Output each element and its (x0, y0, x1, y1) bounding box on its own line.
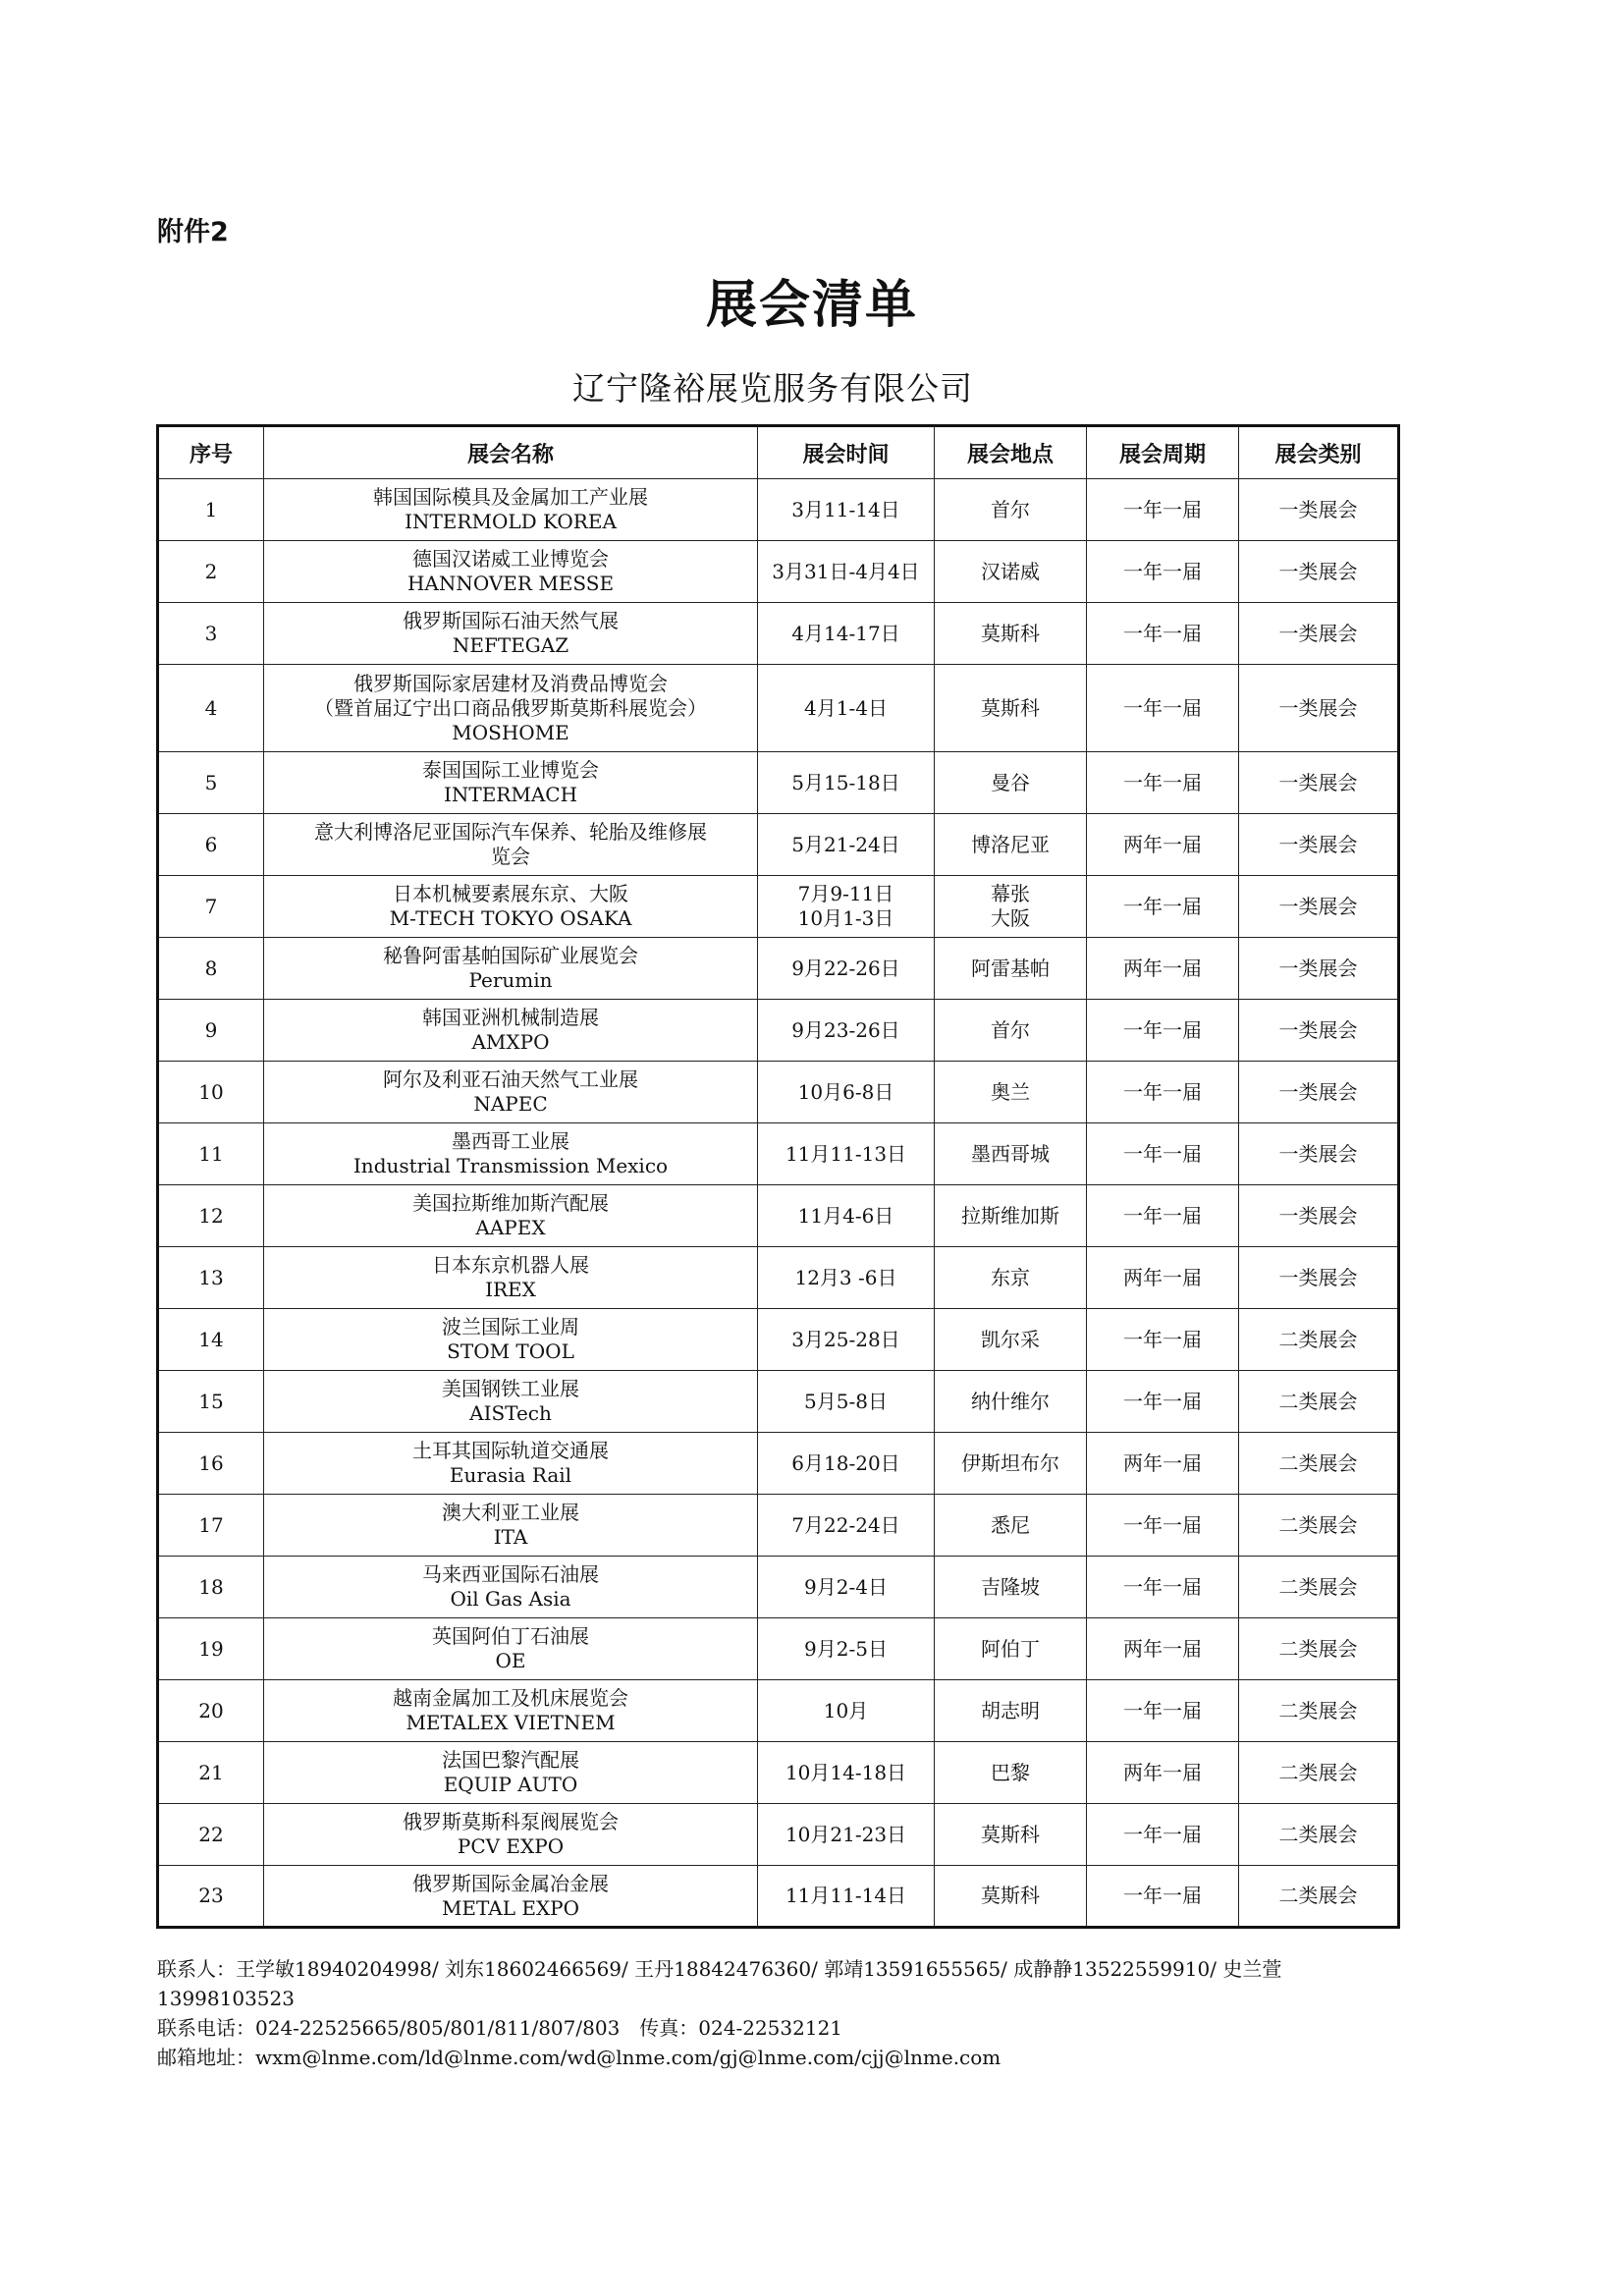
exhibition-place (935, 1185, 1087, 1247)
exhibition-time (758, 814, 935, 876)
exhibition-name (264, 1247, 758, 1309)
exhibition-category: 二类展会 (1239, 1866, 1399, 1928)
exhibition-cycle: 一年一届 (1087, 541, 1239, 603)
exhibition-name (264, 1742, 758, 1804)
exhibition-place (935, 1742, 1087, 1804)
row-number: 17 (158, 1495, 264, 1557)
contacts-line: 联系人：王学敏18940204998/ 刘东18602466569/ 王丹18842476360/ 郭靖13591655565/ 成静静13522559910/ 史兰萱 (157, 1957, 1282, 1981)
exhibition-name-line: INTERMOLD KOREA (405, 510, 617, 533)
exhibition-place-line: 大阪 (991, 906, 1030, 930)
table-row (158, 1804, 1399, 1866)
row-number: 10 (158, 1062, 264, 1123)
exhibition-time (758, 1000, 935, 1062)
exhibition-name-line: 意大利博洛尼亚国际汽车保养、轮胎及维修展 (314, 820, 707, 844)
exhibition-name-line: 越南金属加工及机床展览会 (393, 1686, 628, 1710)
exhibition-time (758, 1804, 935, 1866)
page-title: 展会清单 (705, 275, 918, 335)
exhibition-name (264, 938, 758, 1000)
exhibition-name (264, 752, 758, 814)
row-number: 11 (158, 1123, 264, 1185)
exhibition-name-line: 俄罗斯国际家居建材及消费品博览会 (353, 671, 668, 695)
row-number: 9 (158, 1000, 264, 1062)
exhibition-cycle: 一年一届 (1087, 1062, 1239, 1123)
exhibition-time-line: 10月 (823, 1698, 869, 1722)
exhibition-time (758, 603, 935, 665)
exhibition-name (264, 814, 758, 876)
exhibition-time-line: 3月31日-4月4日 (772, 559, 920, 583)
exhibition-place (935, 1000, 1087, 1062)
exhibition-name (264, 541, 758, 603)
exhibition-time-line: 10月1-3日 (797, 906, 894, 930)
exhibition-cycle: 一年一届 (1087, 1309, 1239, 1371)
table-row (158, 1680, 1399, 1742)
table-row (158, 1185, 1399, 1247)
exhibition-time-line: 5月15-18日 (791, 770, 900, 794)
exhibition-time (758, 1062, 935, 1123)
exhibition-name (264, 1557, 758, 1618)
exhibition-name-line: STOM TOOL (447, 1339, 574, 1363)
table-row (158, 752, 1399, 814)
exhibition-cycle: 两年一届 (1087, 814, 1239, 876)
table-row (158, 876, 1399, 938)
exhibition-cycle: 一年一届 (1087, 1557, 1239, 1618)
exhibition-place (935, 876, 1087, 938)
exhibition-place (935, 1433, 1087, 1495)
exhibition-cycle: 一年一届 (1087, 479, 1239, 541)
exhibition-cycle: 一年一届 (1087, 876, 1239, 938)
exhibition-place-line: 伊斯坦布尔 (961, 1450, 1059, 1475)
row-number: 2 (158, 541, 264, 603)
exhibition-name (264, 603, 758, 665)
table-row (158, 1309, 1399, 1371)
table-row (158, 1123, 1399, 1185)
exhibition-name (264, 479, 758, 541)
exhibition-name-line: NAPEC (473, 1092, 548, 1116)
exhibition-category: 一类展会 (1239, 752, 1399, 814)
exhibition-name-line: 美国钢铁工业展 (442, 1377, 579, 1400)
exhibition-time (758, 479, 935, 541)
exhibition-name-line: 韩国国际模具及金属加工产业展 (373, 485, 648, 509)
exhibition-place (935, 814, 1087, 876)
exhibition-time (758, 1495, 935, 1557)
exhibition-name-line: （暨首届辽宁出口商品俄罗斯莫斯科展览会） (314, 695, 707, 720)
exhibition-place-line: 悉尼 (991, 1512, 1030, 1537)
exhibition-name-line: 土耳其国际轨道交通展 (412, 1439, 609, 1462)
exhibition-place-line: 首尔 (991, 497, 1030, 521)
exhibition-time (758, 1557, 935, 1618)
exhibition-time-line: 7月22-24日 (791, 1512, 900, 1537)
exhibition-name-line: 墨西哥工业展 (452, 1129, 569, 1153)
exhibition-cycle: 两年一届 (1087, 1618, 1239, 1680)
exhibition-place (935, 665, 1087, 752)
row-number: 1 (158, 479, 264, 541)
table-row (158, 665, 1399, 752)
exhibition-name (264, 1804, 758, 1866)
exhibition-time (758, 1123, 935, 1185)
exhibition-time-line: 4月14-17日 (791, 621, 900, 645)
exhibition-place (935, 938, 1087, 1000)
exhibition-place (935, 603, 1087, 665)
exhibition-name-line: 秘鲁阿雷基帕国际矿业展览会 (383, 944, 638, 967)
exhibition-category: 二类展会 (1239, 1309, 1399, 1371)
row-number: 6 (158, 814, 264, 876)
exhibition-time (758, 1742, 935, 1804)
row-number: 14 (158, 1309, 264, 1371)
exhibition-name-line: 英国阿伯丁石油展 (432, 1624, 589, 1648)
exhibition-place-line: 莫斯科 (981, 1884, 1040, 1907)
exhibition-category: 一类展会 (1239, 1185, 1399, 1247)
exhibition-time-line: 4月1-4日 (804, 695, 888, 720)
table-row (158, 1000, 1399, 1062)
exhibition-name-line: M-TECH TOKYO OSAKA (389, 906, 632, 930)
exhibition-time (758, 1680, 935, 1742)
row-number: 13 (158, 1247, 264, 1309)
exhibition-name (264, 1185, 758, 1247)
row-number: 16 (158, 1433, 264, 1495)
exhibition-category: 二类展会 (1239, 1742, 1399, 1804)
exhibition-place (935, 1804, 1087, 1866)
exhibition-time-line: 7月9-11日 (797, 882, 894, 905)
exhibition-name-line: 波兰国际工业周 (442, 1315, 579, 1339)
exhibition-place-line: 巴黎 (991, 1760, 1030, 1784)
row-number: 7 (158, 876, 264, 938)
exhibition-place (935, 1680, 1087, 1742)
exhibition-name-line: 澳大利亚工业展 (442, 1501, 579, 1524)
exhibition-name (264, 1680, 758, 1742)
exhibition-name-line: OE (495, 1649, 526, 1672)
table-row (158, 1618, 1399, 1680)
exhibition-time-line: 9月22-26日 (791, 956, 900, 980)
phone-fax-line: 联系电话：024-22525665/805/801/811/807/803 传真：024-22532121 (157, 2016, 843, 2040)
exhibition-place-line: 莫斯科 (981, 695, 1040, 720)
exhibition-time (758, 1866, 935, 1928)
exhibition-place-line: 吉隆坡 (981, 1574, 1040, 1599)
exhibition-place (935, 541, 1087, 603)
header-cycle: 展会周期 (1087, 426, 1239, 479)
exhibition-time-line: 9月2-5日 (804, 1636, 888, 1661)
exhibition-cycle: 一年一届 (1087, 1185, 1239, 1247)
exhibition-time-line: 11月11-13日 (785, 1141, 907, 1166)
exhibition-place-line: 博洛尼亚 (971, 832, 1050, 856)
exhibition-name-line: EQUIP AUTO (443, 1773, 578, 1796)
exhibition-category: 一类展会 (1239, 1123, 1399, 1185)
exhibition-name (264, 1062, 758, 1123)
row-number: 5 (158, 752, 264, 814)
exhibition-name-line: MOSHOME (452, 720, 569, 744)
exhibition-cycle: 两年一届 (1087, 1247, 1239, 1309)
exhibition-name-line: Oil Gas Asia (450, 1587, 571, 1611)
exhibition-cycle: 一年一届 (1087, 1680, 1239, 1742)
email-line: 邮箱地址：wxm@lnme.com/ld@lnme.com/wd@lnme.com/gj@lnme.com/cjj@lnme.com (157, 2046, 1001, 2069)
exhibition-place (935, 1309, 1087, 1371)
table-row (158, 1495, 1399, 1557)
exhibition-name-line: ITA (493, 1525, 528, 1549)
table-row (158, 479, 1399, 541)
exhibition-category: 二类展会 (1239, 1804, 1399, 1866)
exhibition-place (935, 1618, 1087, 1680)
exhibition-cycle: 一年一届 (1087, 1371, 1239, 1433)
exhibition-place-line: 幕张 (991, 882, 1030, 905)
exhibition-time-line: 9月2-4日 (804, 1574, 888, 1599)
exhibition-place (935, 752, 1087, 814)
exhibition-name-line: 俄罗斯莫斯科泵阀展览会 (403, 1810, 619, 1833)
row-number: 19 (158, 1618, 264, 1680)
row-number: 8 (158, 938, 264, 1000)
exhibition-time-line: 11月11-14日 (785, 1884, 907, 1907)
exhibition-name-line: 日本东京机器人展 (432, 1253, 589, 1277)
exhibition-category: 二类展会 (1239, 1433, 1399, 1495)
exhibition-time (758, 1309, 935, 1371)
exhibition-category: 一类展会 (1239, 876, 1399, 938)
exhibition-time-line: 6月18-20日 (791, 1450, 900, 1475)
exhibition-time (758, 752, 935, 814)
exhibition-place-line: 胡志明 (981, 1698, 1040, 1722)
contacts-line-continued: 13998103523 (157, 1987, 295, 2010)
exhibition-category: 一类展会 (1239, 814, 1399, 876)
exhibition-name-line: AMXPO (471, 1030, 550, 1054)
exhibition-name (264, 665, 758, 752)
exhibition-name-line: 俄罗斯国际石油天然气展 (403, 609, 619, 632)
exhibition-place (935, 1247, 1087, 1309)
exhibition-cycle: 两年一届 (1087, 1742, 1239, 1804)
exhibition-place-line: 纳什维尔 (971, 1389, 1050, 1413)
exhibition-cycle: 一年一届 (1087, 1804, 1239, 1866)
table-row (158, 814, 1399, 876)
exhibition-place-line: 凯尔采 (981, 1327, 1040, 1351)
exhibition-name-line: Eurasia Rail (449, 1463, 572, 1487)
exhibition-name (264, 1495, 758, 1557)
exhibition-time-line: 10月6-8日 (797, 1079, 894, 1104)
table-row (158, 1371, 1399, 1433)
exhibition-category: 一类展会 (1239, 479, 1399, 541)
row-number: 22 (158, 1804, 264, 1866)
exhibition-place-line: 墨西哥城 (971, 1141, 1050, 1166)
exhibition-name-line: 俄罗斯国际金属冶金展 (412, 1871, 609, 1895)
exhibition-name-line: METAL EXPO (441, 1895, 580, 1920)
exhibition-cycle: 一年一届 (1087, 603, 1239, 665)
exhibition-time (758, 876, 935, 938)
exhibition-time-line: 5月21-24日 (791, 832, 900, 856)
table-row (158, 1062, 1399, 1123)
table-header-row (158, 426, 1399, 479)
exhibition-time-line: 11月4-6日 (797, 1203, 894, 1228)
exhibition-name-line: 览会 (491, 845, 530, 868)
exhibition-cycle: 一年一届 (1087, 1866, 1239, 1928)
exhibition-name-line: 美国拉斯维加斯汽配展 (412, 1191, 609, 1215)
exhibition-time-line: 5月5-8日 (804, 1389, 888, 1413)
exhibition-category: 一类展会 (1239, 1000, 1399, 1062)
exhibition-name-line: 日本机械要素展东京、大阪 (393, 882, 628, 905)
exhibition-time-line: 10月21-23日 (785, 1822, 907, 1846)
exhibition-name-line: AISTech (469, 1401, 552, 1425)
exhibition-name (264, 1123, 758, 1185)
exhibition-name-line: Perumin (468, 968, 553, 992)
attachment-label: 附件2 (157, 217, 229, 247)
exhibition-name (264, 1000, 758, 1062)
exhibition-place (935, 1495, 1087, 1557)
table-row (158, 1866, 1399, 1928)
exhibition-category: 一类展会 (1239, 603, 1399, 665)
row-number: 23 (158, 1866, 264, 1928)
exhibition-table (156, 424, 1400, 1929)
exhibition-name-line: 德国汉诺威工业博览会 (412, 547, 609, 571)
table-body (158, 479, 1399, 1928)
exhibition-time-line: 9月23-26日 (791, 1017, 900, 1042)
table-row (158, 1247, 1399, 1309)
exhibition-time (758, 938, 935, 1000)
header-name: 展会名称 (264, 426, 758, 479)
exhibition-cycle: 一年一届 (1087, 665, 1239, 752)
exhibition-place-line: 东京 (991, 1265, 1030, 1289)
exhibition-time-line: 3月11-14日 (791, 497, 900, 521)
exhibition-time (758, 1371, 935, 1433)
exhibition-category: 二类展会 (1239, 1557, 1399, 1618)
exhibition-name-line: AAPEX (475, 1216, 546, 1239)
row-number: 15 (158, 1371, 264, 1433)
exhibition-category: 一类展会 (1239, 665, 1399, 752)
table-row (158, 541, 1399, 603)
company-name: 辽宁隆裕展览服务有限公司 (572, 369, 973, 408)
exhibition-category: 一类展会 (1239, 938, 1399, 1000)
exhibition-name-line: METALEX VIETNEM (406, 1711, 616, 1734)
exhibition-name (264, 1309, 758, 1371)
exhibition-cycle: 一年一届 (1087, 1495, 1239, 1557)
exhibition-place (935, 479, 1087, 541)
row-number: 12 (158, 1185, 264, 1247)
exhibition-category: 一类展会 (1239, 541, 1399, 603)
exhibition-name-line: 法国巴黎汽配展 (442, 1748, 579, 1772)
exhibition-time-line: 10月14-18日 (785, 1760, 907, 1784)
row-number: 20 (158, 1680, 264, 1742)
header-no: 序号 (158, 426, 264, 479)
table-row (158, 1742, 1399, 1804)
exhibition-time-line: 3月25-28日 (791, 1327, 900, 1351)
exhibition-time (758, 1247, 935, 1309)
table-row (158, 1557, 1399, 1618)
exhibition-time (758, 1433, 935, 1495)
exhibition-name-line: 阿尔及利亚石油天然气工业展 (383, 1067, 638, 1091)
exhibition-name-line: Industrial Transmission Mexico (352, 1154, 669, 1177)
row-number: 3 (158, 603, 264, 665)
exhibition-place (935, 1866, 1087, 1928)
header-place: 展会地点 (935, 426, 1087, 479)
row-number: 4 (158, 665, 264, 752)
exhibition-name (264, 1433, 758, 1495)
exhibition-name-line: IREX (485, 1278, 536, 1301)
table-row (158, 938, 1399, 1000)
exhibition-name-line: HANNOVER MESSE (406, 572, 615, 595)
exhibition-name (264, 1371, 758, 1433)
row-number: 21 (158, 1742, 264, 1804)
header-time: 展会时间 (758, 426, 935, 479)
table-row (158, 603, 1399, 665)
exhibition-place (935, 1062, 1087, 1123)
exhibition-cycle: 一年一届 (1087, 1123, 1239, 1185)
exhibition-cycle: 一年一届 (1087, 1000, 1239, 1062)
exhibition-name (264, 1618, 758, 1680)
exhibition-place-line: 拉斯维加斯 (961, 1203, 1059, 1228)
exhibition-place (935, 1557, 1087, 1618)
exhibition-name-line: 泰国国际工业博览会 (422, 758, 599, 782)
exhibition-category: 二类展会 (1239, 1680, 1399, 1742)
exhibition-cycle: 一年一届 (1087, 752, 1239, 814)
exhibition-cycle: 两年一届 (1087, 1433, 1239, 1495)
exhibition-category: 二类展会 (1239, 1371, 1399, 1433)
exhibition-category: 一类展会 (1239, 1062, 1399, 1123)
exhibition-place-line: 阿伯丁 (981, 1636, 1040, 1661)
exhibition-name-line: NEFTEGAZ (452, 633, 569, 657)
exhibition-time-line: 12月3 -6日 (794, 1265, 897, 1289)
exhibition-category: 一类展会 (1239, 1247, 1399, 1309)
exhibition-place (935, 1123, 1087, 1185)
exhibition-time (758, 1618, 935, 1680)
table-row (158, 1433, 1399, 1495)
exhibition-place-line: 汉诺威 (981, 559, 1040, 583)
exhibition-name (264, 1866, 758, 1928)
exhibition-name-line: PCV EXPO (457, 1834, 565, 1858)
exhibition-name-line: 马来西亚国际石油展 (422, 1562, 599, 1586)
exhibition-place-line: 阿雷基帕 (971, 956, 1050, 980)
exhibition-place-line: 莫斯科 (981, 621, 1040, 645)
row-number: 18 (158, 1557, 264, 1618)
exhibition-place-line: 曼谷 (991, 770, 1030, 794)
exhibition-name-line: 韩国亚洲机械制造展 (422, 1006, 599, 1029)
exhibition-time (758, 541, 935, 603)
exhibition-name (264, 876, 758, 938)
exhibition-time (758, 1185, 935, 1247)
exhibition-category: 二类展会 (1239, 1495, 1399, 1557)
exhibition-name-line: INTERMACH (443, 783, 578, 806)
exhibition-place-line: 莫斯科 (981, 1822, 1040, 1846)
header-category: 展会类别 (1239, 426, 1399, 479)
exhibition-place (935, 1371, 1087, 1433)
exhibition-place-line: 首尔 (991, 1017, 1030, 1042)
exhibition-category: 二类展会 (1239, 1618, 1399, 1680)
exhibition-time (758, 665, 935, 752)
exhibition-cycle: 两年一届 (1087, 938, 1239, 1000)
exhibition-place-line: 奥兰 (991, 1079, 1030, 1104)
contact-footer (157, 1954, 1424, 2072)
